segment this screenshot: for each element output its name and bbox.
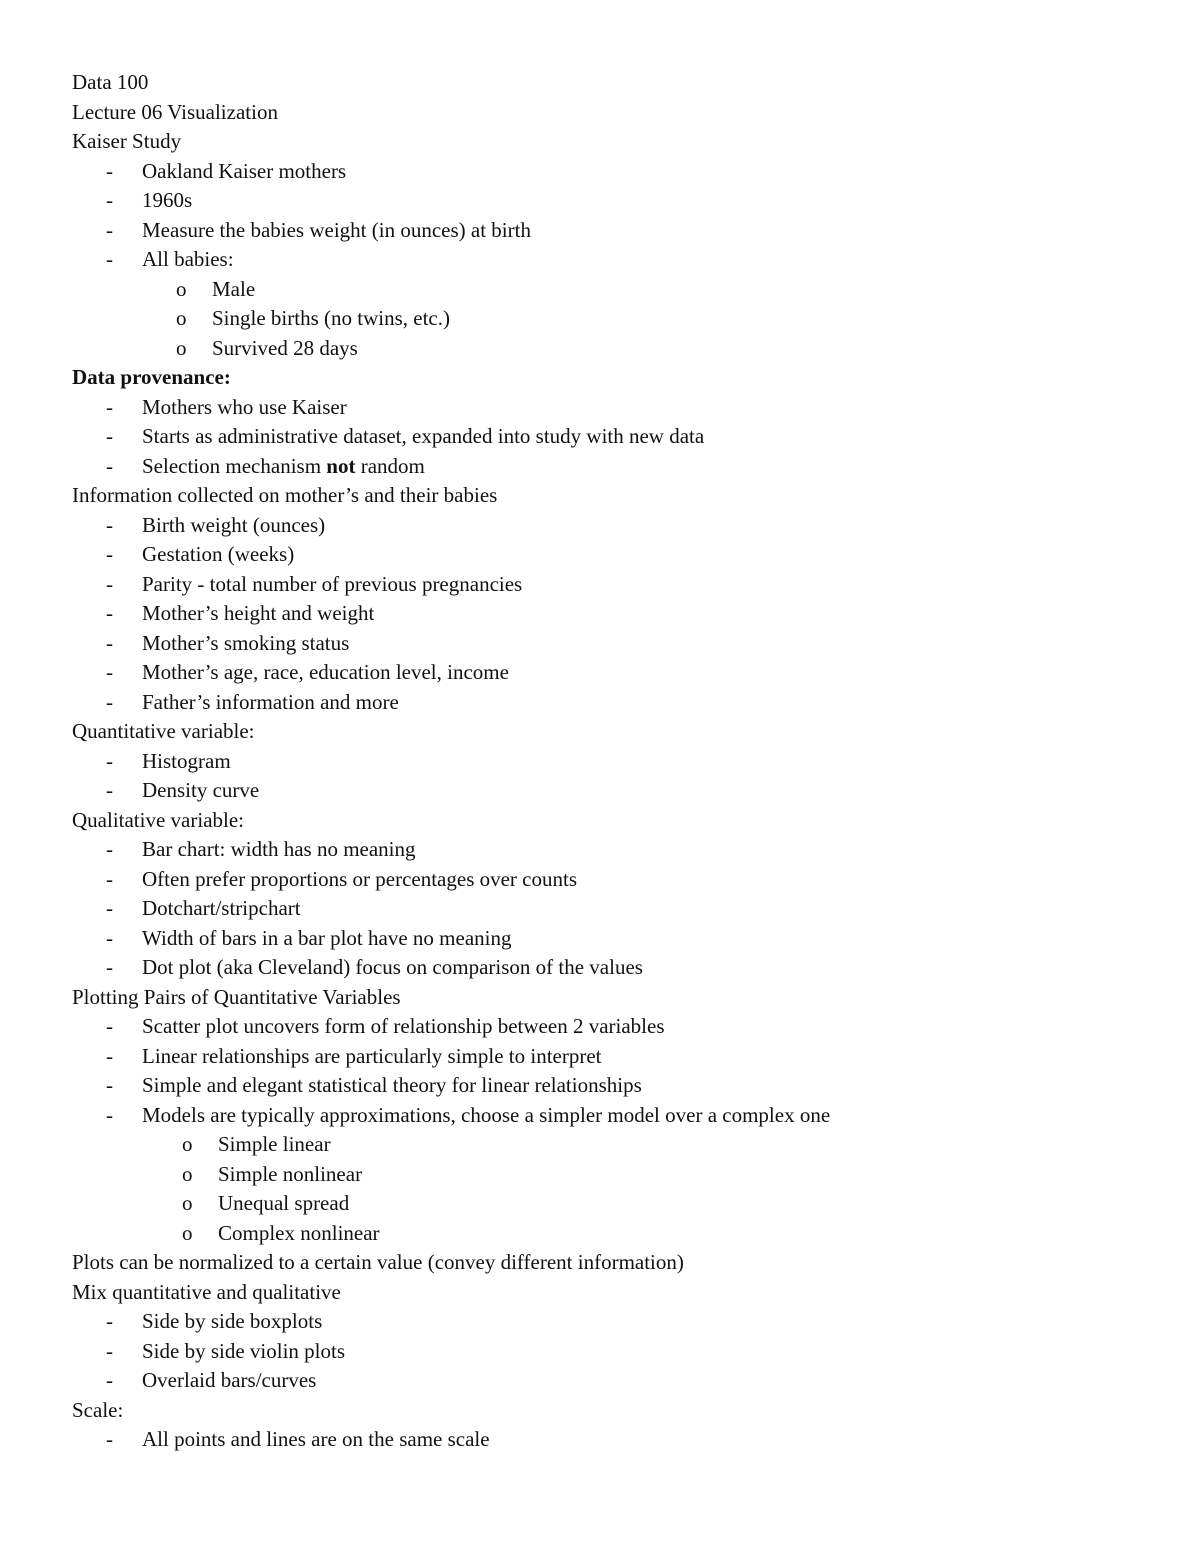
section-heading-information: Information collected on mother’s and their babies	[72, 483, 498, 507]
list-item: - All babies:	[72, 245, 1152, 275]
dash-bullet: -	[106, 1014, 113, 1038]
sub-list-item: o Unequal spread	[72, 1189, 1152, 1219]
dash-bullet: -	[106, 748, 113, 773]
sub-list-item: o Simple nonlinear	[72, 1160, 1152, 1190]
list-item: - 1960s	[72, 186, 1152, 216]
list-item: - Mother’s age, race, education level, income	[72, 658, 1152, 688]
dash-bullet: -	[106, 1338, 113, 1363]
dash-bullet: -	[106, 1427, 113, 1451]
circle-bullet: o	[176, 306, 187, 330]
list-item: - All points and lines are on the same scale	[72, 1425, 1152, 1455]
dash-bullet: -	[106, 1043, 113, 1068]
dash-bullet: -	[106, 217, 113, 242]
list-item: - Oakland Kaiser mothers	[72, 157, 1152, 187]
list-item: - Density curve	[72, 776, 1152, 806]
list-item: - Models are typically approximations, choose a simpler model over a complex one	[72, 1101, 1152, 1131]
dash-bullet: -	[106, 896, 113, 920]
dash-bullet: -	[106, 778, 113, 802]
section-heading-provenance: Data provenance:	[72, 365, 231, 389]
dash-bullet: -	[106, 1073, 113, 1097]
circle-bullet: o	[182, 1132, 193, 1156]
document-page	[72, 68, 1152, 1455]
list-item: - Linear relationships are particularly simple to interpret	[72, 1042, 1152, 1072]
section-heading-quantitative: Quantitative variable:	[72, 719, 255, 743]
course-title: Data 100	[72, 70, 149, 94]
dash-bullet: -	[106, 424, 113, 448]
dash-bullet: -	[106, 512, 113, 537]
list-item: - Bar chart: width has no meaning	[72, 835, 1152, 865]
sub-list-item: o Male	[72, 275, 1152, 305]
section-heading-pairs: Plotting Pairs of Quantitative Variables	[72, 984, 401, 1009]
dash-bullet: -	[106, 1309, 113, 1333]
list-item: - Gestation (weeks)	[72, 540, 1152, 570]
sub-list-item: o Single births (no twins, etc.)	[72, 304, 1152, 334]
dash-bullet: -	[106, 571, 113, 596]
list-item: - Scatter plot uncovers form of relationship between 2 variables	[72, 1012, 1152, 1042]
section-heading-mix: Mix quantitative and qualitative	[72, 1279, 341, 1304]
circle-bullet: o	[182, 1191, 193, 1215]
dash-bullet: -	[106, 837, 113, 861]
list-item: - Overlaid bars/curves	[72, 1366, 1152, 1396]
list-item: - Father’s information and more	[72, 688, 1152, 718]
lecture-title: Lecture 06 Visualization	[72, 99, 278, 124]
list-item: - Dot plot (aka Cleveland) focus on comparison of the values	[72, 953, 1152, 983]
list-item: - Measure the babies weight (in ounces) at birth	[72, 216, 1152, 246]
list-item: - Starts as administrative dataset, expanded into study with new data	[72, 422, 1152, 452]
dash-bullet: -	[106, 689, 113, 714]
dash-bullet: -	[106, 247, 113, 271]
dash-bullet: -	[106, 188, 113, 212]
dash-bullet: -	[106, 660, 113, 684]
list-item: - Often prefer proportions or percentages over counts	[72, 865, 1152, 895]
list-item: - Width of bars in a bar plot have no meaning	[72, 924, 1152, 954]
list-item: - Mothers who use Kaiser	[72, 393, 1152, 423]
dash-bullet: -	[106, 866, 113, 891]
dash-bullet: -	[106, 1368, 113, 1392]
list-item: - Dotchart/stripchart	[72, 894, 1152, 924]
list-item: - Birth weight (ounces)	[72, 511, 1152, 541]
list-item: - Parity - total number of previous pregnancies	[72, 570, 1152, 600]
circle-bullet: o	[176, 276, 187, 301]
dash-bullet: -	[106, 453, 113, 478]
dash-bullet: -	[106, 925, 113, 950]
dash-bullet: -	[106, 601, 113, 625]
list-item: - Side by side violin plots	[72, 1337, 1152, 1367]
dash-bullet: -	[106, 394, 113, 419]
dash-bullet: -	[106, 1102, 113, 1127]
list-item: - Mother’s height and weight	[72, 599, 1152, 629]
circle-bullet: o	[182, 1161, 193, 1186]
section-heading-kaiser: Kaiser Study	[72, 129, 182, 153]
dash-bullet: -	[106, 158, 113, 183]
section-heading-scale: Scale:	[72, 1397, 124, 1422]
section-heading-normalized: Plots can be normalized to a certain value (convey different information)	[72, 1250, 684, 1274]
list-item: - Selection mechanism not random	[72, 452, 1152, 482]
sub-list-item: o Simple linear	[72, 1130, 1152, 1160]
list-item: - Mother’s smoking status	[72, 629, 1152, 659]
list-item: - Histogram	[72, 747, 1152, 777]
dash-bullet: -	[106, 955, 113, 979]
list-item: - Side by side boxplots	[72, 1307, 1152, 1337]
dash-bullet: -	[106, 542, 113, 566]
dash-bullet: -	[106, 630, 113, 655]
sub-list-item: o Complex nonlinear	[72, 1219, 1152, 1249]
circle-bullet: o	[182, 1220, 193, 1245]
list-item: - Simple and elegant statistical theory for linear relationships	[72, 1071, 1152, 1101]
circle-bullet: o	[176, 335, 187, 360]
sub-list-item: o Survived 28 days	[72, 334, 1152, 364]
section-heading-qualitative: Qualitative variable:	[72, 807, 245, 832]
